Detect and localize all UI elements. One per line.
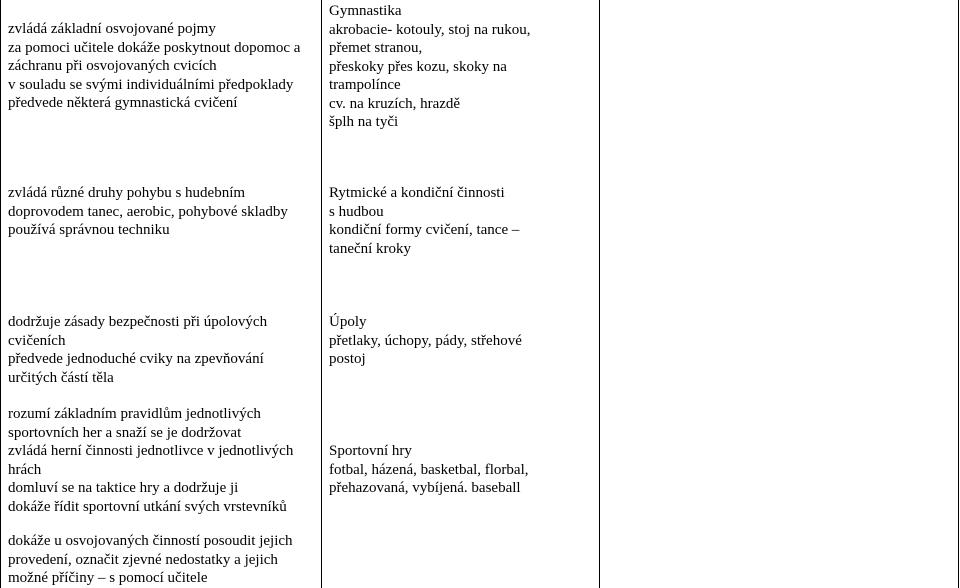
outcome-line: v souladu se svými individuálními předpoklady	[8, 76, 294, 93]
outcome-line: dodržuje zásady bezpečnosti při úpolových	[8, 314, 268, 330]
content-line: s hudbou	[329, 203, 384, 220]
content-line: fotbal, házená, basketbal, florbal,	[329, 461, 529, 478]
content-line: trampolínce	[329, 77, 401, 93]
row-rhythmic-outcomes	[8, 184, 288, 240]
outcome-line: zvládá herní činnosti jednotlivce v jednotlivých	[8, 443, 294, 459]
row-sports-content	[329, 442, 529, 498]
row-combat-outcomes	[8, 313, 267, 387]
outcome-line: dokáže u osvojovaných činností posoudit jejich	[8, 533, 293, 549]
outcome-line: za pomoci učitele dokáže poskytnout dopomoc a	[8, 39, 301, 56]
outcome-line: sportovních her a snaží se je dodržovat	[8, 424, 242, 441]
content-line: cv. na kruzích, hrazdě	[329, 95, 461, 112]
outcome-line: zvládá základní osvojované pojmy	[8, 21, 216, 37]
row-gymnastics-content	[329, 2, 530, 132]
content-heading: Gymnastika	[329, 3, 402, 19]
content-line: taneční kroky	[329, 240, 412, 257]
content-line: akrobacie- kotouly, stoj na rukou,	[329, 21, 531, 38]
content-line: kondiční formy cvičení, tance –	[329, 222, 520, 238]
content-heading: Sportovní hry	[329, 443, 412, 459]
outcome-line: možné příčiny – s pomocí učitele	[8, 570, 208, 586]
table-border-right	[958, 0, 959, 588]
outcome-line: doprovodem tanec, aerobic, pohybové skladby	[8, 203, 288, 220]
content-line: přetlaky, úchopy, pády, střehové	[329, 332, 522, 349]
outcome-line: provedení, označit zjevné nedostatky a jejich	[8, 551, 278, 568]
outcome-line: cvičeních	[8, 332, 66, 349]
row-sports-outcomes	[8, 405, 293, 516]
column-divider-1	[321, 0, 322, 588]
outcome-line: rozumí základním pravidlům jednotlivých	[8, 406, 261, 422]
outcome-line: dokáže řídit sportovní utkání svých vrstevníků	[8, 498, 287, 515]
outcome-line: záchranu při osvojovaných cvicích	[8, 58, 217, 74]
content-heading: Úpoly	[329, 314, 367, 330]
column-divider-2	[599, 0, 600, 588]
row-gymnastics-outcomes	[8, 20, 300, 113]
row-evaluation-outcomes	[8, 532, 293, 588]
content-line: přemet stranou,	[329, 40, 423, 56]
outcome-line: určitých částí těla	[8, 369, 114, 386]
outcome-line: předvede jednoduché cviky na zpevňování	[8, 351, 264, 367]
table-border-left	[0, 0, 1, 588]
content-line: postoj	[329, 351, 366, 367]
content-heading: Rytmické a kondiční činnosti	[329, 185, 505, 201]
content-line: šplh na tyči	[329, 114, 399, 130]
row-rhythmic-content	[329, 184, 519, 258]
outcome-line: domluví se na taktice hry a dodržuje ji	[8, 480, 239, 496]
outcome-line: používá správnou techniku	[8, 222, 170, 238]
content-line: přeskoky přes kozu, skoky na	[329, 58, 507, 75]
outcome-line: předvede některá gymnastická cvičení	[8, 95, 238, 111]
outcome-line: zvládá různé druhy pohybu s hudebním	[8, 185, 246, 201]
row-combat-content	[329, 313, 522, 369]
outcome-line: hrách	[8, 461, 42, 478]
content-line: přehazovaná, vybíjená. baseball	[329, 480, 521, 496]
